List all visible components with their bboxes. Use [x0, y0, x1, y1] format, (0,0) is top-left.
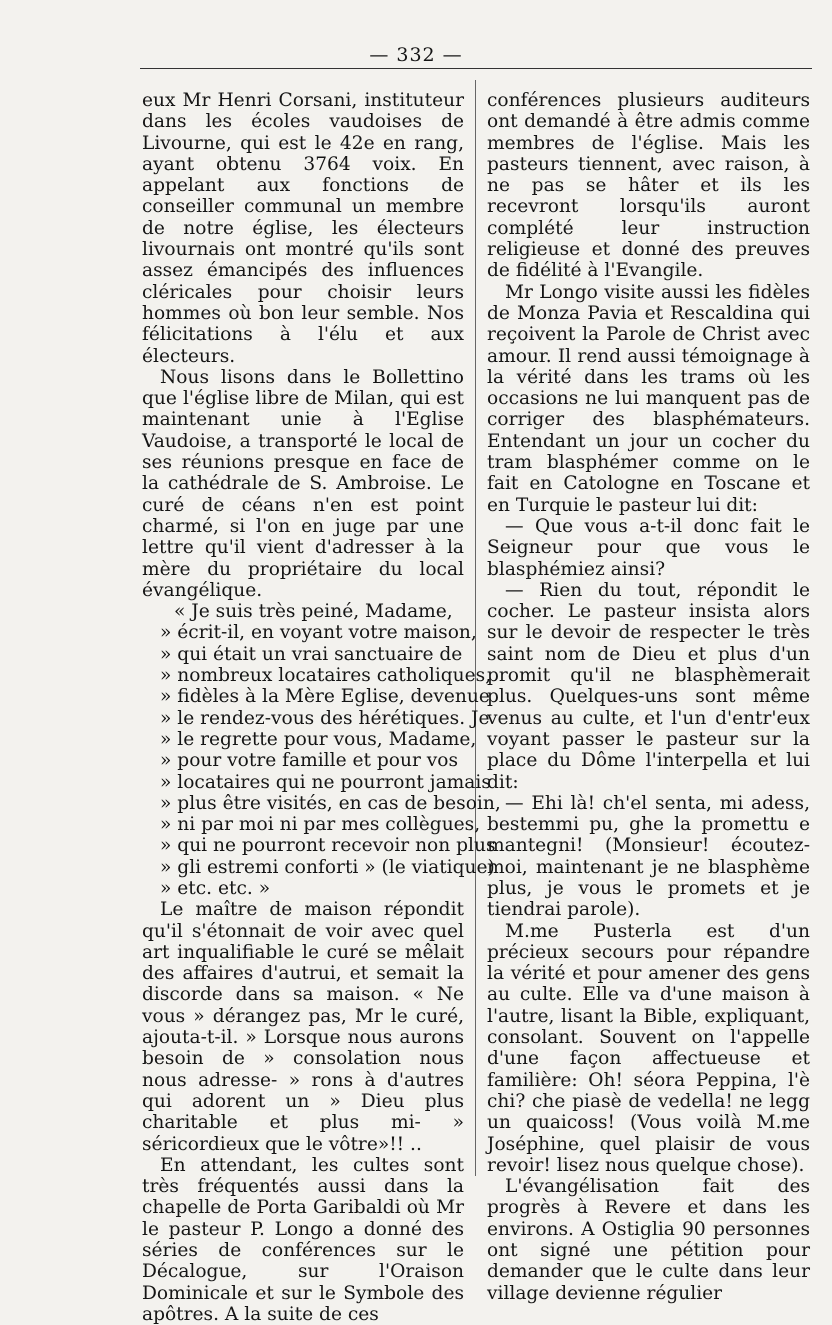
quote-line: » pour votre famille et pour vos — [160, 750, 458, 772]
quote-block — [142, 601, 501, 899]
quote-line: » etc. etc. » — [160, 877, 271, 899]
quote-line: » le rendez-vous des hérétiques. Je — [160, 707, 490, 729]
quote-line: » écrit-il, en voyant votre maison, — [160, 622, 477, 644]
paragraph: — Que vous a-t-il donc fait le Seigneur pour que vous le blasphémiez ainsi? — [487, 515, 810, 580]
page-number: — 332 — — [369, 44, 463, 66]
quote-line: » locataires qui ne pourront jamais — [160, 771, 491, 793]
paragraph: Mr Longo visite aussi les fidèles de Monza Pavia et Rescaldina qui reçoivent la Parole de Christ avec amour. Il rend aussi témoignage à la vérité dans les trams où les occasions ne lui manquent pas de corriger des blasphémateurs. Entendant un jour un cocher du tram blasphémer comme on le fait en Catologne en Toscane et en Turquie le pasteur lui dit: — [487, 281, 810, 516]
paragraph: conférences plusieurs auditeurs ont demandé à être admis comme membres de l'église. Mais les pasteurs tiennent, avec raison, à ne pas se hâter et ils les recevront lorsqu'ils auront complété leur instruction religieuse et donné des preuves de fidélité à l'Evangile. — [487, 90, 810, 282]
quote-line: » plus être visités, en cas de besoin, — [160, 792, 501, 814]
quote-line: » ni par moi ni par mes collègues, — [160, 814, 481, 836]
paragraph: En attendant, les cultes sont très fréquentés aussi dans la chapelle de Porta Garibaldi où Mr le pasteur P. Longo a donné des séries de conférences sur le Décalogue, sur l'Oraison Dominicale et sur le Symbole des apôtres. A la suite de ces — [142, 1154, 464, 1325]
paragraph: M.me Pusterla est d'un précieux secours pour répandre la vérité et pour amener des gens au culte. Elle va d'une maison à l'autre, lisant la Bible, expliquant, consolant. Souvent on l'appelle d'une façon affectueuse et familière: Oh! séora Peppina, l'è chi? che piasè de vedella! ne legg un quaicoss! (Vous voilà M.me Joséphine, quel plaisir de vous revoir! lisez nous quelque chose). — [487, 920, 810, 1176]
paragraph: — Rien du tout, répondit le cocher. Le pasteur insista alors sur le devoir de respecter le très saint nom de Dieu et plus d'un promit qu'il ne blasphèmerait plus. Quelques-uns sont même venus au culte, et l'un d'entr'eux voyant passer le pasteur sur la place du Dôme l'interpella et lui dit: — [487, 579, 810, 793]
header-rule — [140, 68, 812, 69]
left-column — [142, 90, 501, 1325]
paragraph: Nous lisons dans le Bollettino que l'église libre de Milan, qui est maintenant unie à l'Eglise Vaudoise, a transporté le local de ses réunions presque en face de la cathédrale de S. Ambroise. Le curé de céans n'en est point charmé, si l'on en juge par une lettre qu'il vient d'adresser à la mère du propriétaire du local évangélique. — [142, 366, 464, 601]
paragraph: — Ehi là! ch'el senta, mi adess, bestemmi pu, ghe la promettu e mantegni! (Monsieur! écoutez-moi, maintenant je ne blasphème plus, je vous le promets et je tiendrai parole). — [487, 792, 810, 921]
quote-line: » qui était un vrai sanctuaire de — [160, 643, 463, 665]
quote-line: » gli estremi conforti » (le viatique) — [160, 856, 495, 878]
quote-line: » fidèles à la Mère Eglise, devenue — [160, 686, 490, 708]
paragraph: L'évangélisation fait des progrès à Revere et dans les environs. A Ostiglia 90 personnes ont signé une pétition pour demander que le culte dans leur village devienne régulier — [487, 1176, 810, 1304]
quote-line: » nombreux locataires catholiques, — [160, 665, 492, 687]
right-column — [487, 90, 810, 1304]
quote-line: » le regrette pour vous, Madame, — [160, 728, 477, 750]
paragraph: eux Mr Henri Corsani, instituteur dans les écoles vaudoises de Livourne, qui est le 42e en rang, ayant obtenu 3764 voix. En appelant aux fonctions de conseiller communal un membre de notre église, les électeurs livournais ont montré qu'ils sont assez émancipés des influences cléricales pour choisir leurs hommes où bon leur semble. Nos félicitations à l'élu et aux électeurs. — [142, 90, 464, 367]
quote-line: » qui ne pourront recevoir non plus — [160, 835, 496, 857]
quote-line: « Je suis très peiné, Madame, — [174, 601, 453, 623]
paragraph: Le maître de maison répondit qu'il s'étonnait de voir avec quel art inqualifiable le curé se mêlait des affaires d'autrui, et semait la discorde dans sa maison. « Ne vous » dérangez pas, Mr le curé, ajouta-t-il. » Lorsque nous aurons besoin de » consolation nous nous adresse- » rons à d'autres qui adorent un » Dieu plus charitable et plus mi- » séricordieux que le vôtre»!! .. — [142, 899, 464, 1155]
